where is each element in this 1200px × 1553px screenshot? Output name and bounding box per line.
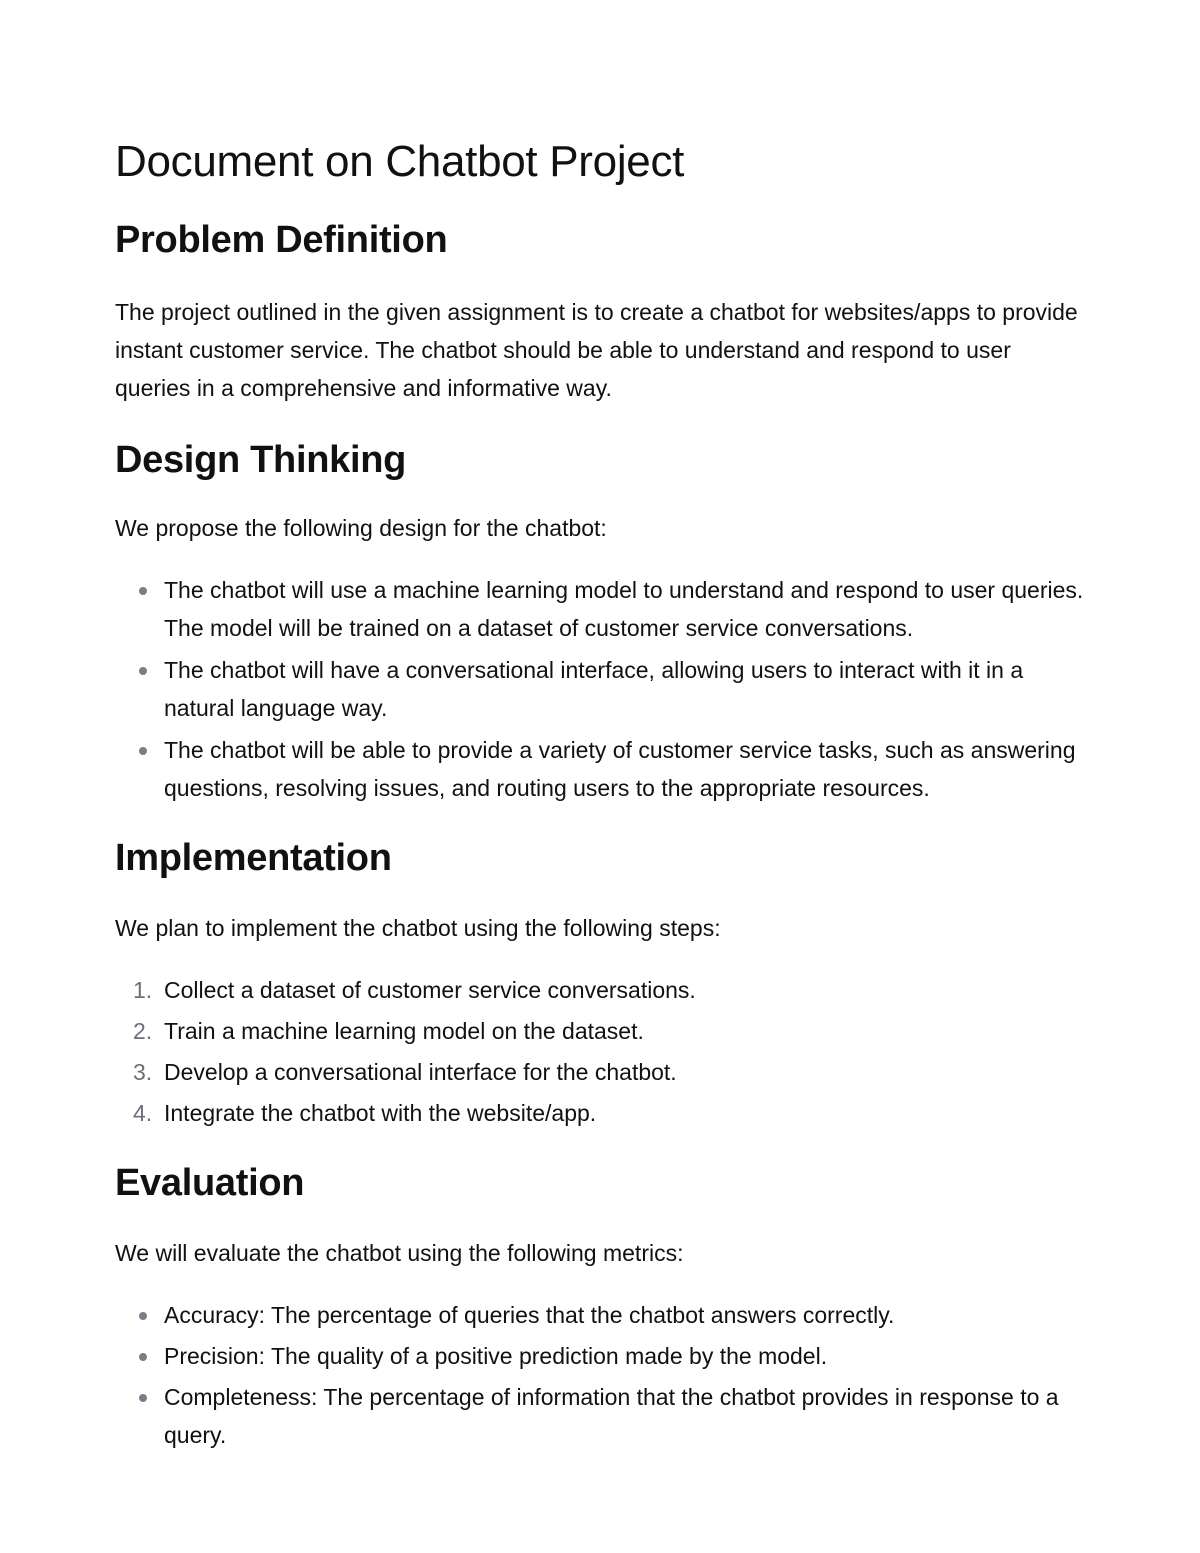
bullet-icon <box>139 1394 147 1402</box>
list-item <box>115 731 1085 807</box>
list-item <box>115 1094 1085 1132</box>
section-intro: We plan to implement the chatbot using the following steps: <box>115 915 721 941</box>
list-item-text: Completeness: The percentage of information that the chatbot provides in response to a query. <box>164 1384 1059 1448</box>
bullet-icon <box>139 587 147 595</box>
list-item <box>115 971 1085 1009</box>
list-item <box>115 1378 1085 1454</box>
document-title: Document on Chatbot Project <box>115 137 685 186</box>
list-number: 3. <box>133 1059 153 1085</box>
list-item-text: The chatbot will have a conversational interface, allowing users to interact with it in a natural language way. <box>164 657 1024 721</box>
bullet-list <box>115 571 1085 807</box>
list-item-text: Collect a dataset of customer service conversations. <box>164 977 696 1003</box>
section-heading: Implementation <box>115 837 392 879</box>
bullet-list <box>115 1296 1085 1454</box>
section-evaluation <box>115 1158 1085 1454</box>
section-paragraph: The project outlined in the given assignment is to create a chatbot for websites/apps to provide instant customer service. The chatbot should be able to understand and respond to user queries in a comprehensive and informative way. <box>115 299 1078 401</box>
list-number: 2. <box>133 1018 153 1044</box>
list-item <box>115 1296 1085 1334</box>
bullet-icon <box>139 747 147 755</box>
list-item-text: Train a machine learning model on the dataset. <box>164 1018 644 1044</box>
section-heading: Evaluation <box>115 1162 305 1204</box>
list-number: 1. <box>133 977 153 1003</box>
list-item <box>115 1012 1085 1050</box>
list-number: 4. <box>133 1100 153 1126</box>
list-item-text: Develop a conversational interface for the chatbot. <box>164 1059 677 1085</box>
section-problem-definition <box>115 215 1085 407</box>
list-item <box>115 1053 1085 1091</box>
bullet-icon <box>139 1353 147 1361</box>
section-implementation <box>115 833 1085 1132</box>
list-item-text: Accuracy: The percentage of queries that the chatbot answers correctly. <box>164 1302 895 1328</box>
section-design-thinking <box>115 435 1085 807</box>
section-intro: We will evaluate the chatbot using the following metrics: <box>115 1240 684 1266</box>
list-item-text: Precision: The quality of a positive prediction made by the model. <box>164 1343 828 1369</box>
list-item <box>115 651 1085 727</box>
list-item-text: The chatbot will be able to provide a variety of customer service tasks, such as answering questions, resolving issues, and routing users to the appropriate resources. <box>164 737 1076 801</box>
bullet-icon <box>139 1312 147 1320</box>
section-heading: Problem Definition <box>115 219 448 261</box>
list-item <box>115 1337 1085 1375</box>
section-intro: We propose the following design for the chatbot: <box>115 515 607 541</box>
list-item <box>115 571 1085 647</box>
list-item-text: Integrate the chatbot with the website/app. <box>164 1100 597 1126</box>
list-item-text: The chatbot will use a machine learning model to understand and respond to user queries. The model will be trained on a dataset of customer service conversations. <box>164 577 1084 641</box>
bullet-icon <box>139 667 147 675</box>
section-heading: Design Thinking <box>115 439 407 481</box>
numbered-list <box>115 971 1085 1132</box>
